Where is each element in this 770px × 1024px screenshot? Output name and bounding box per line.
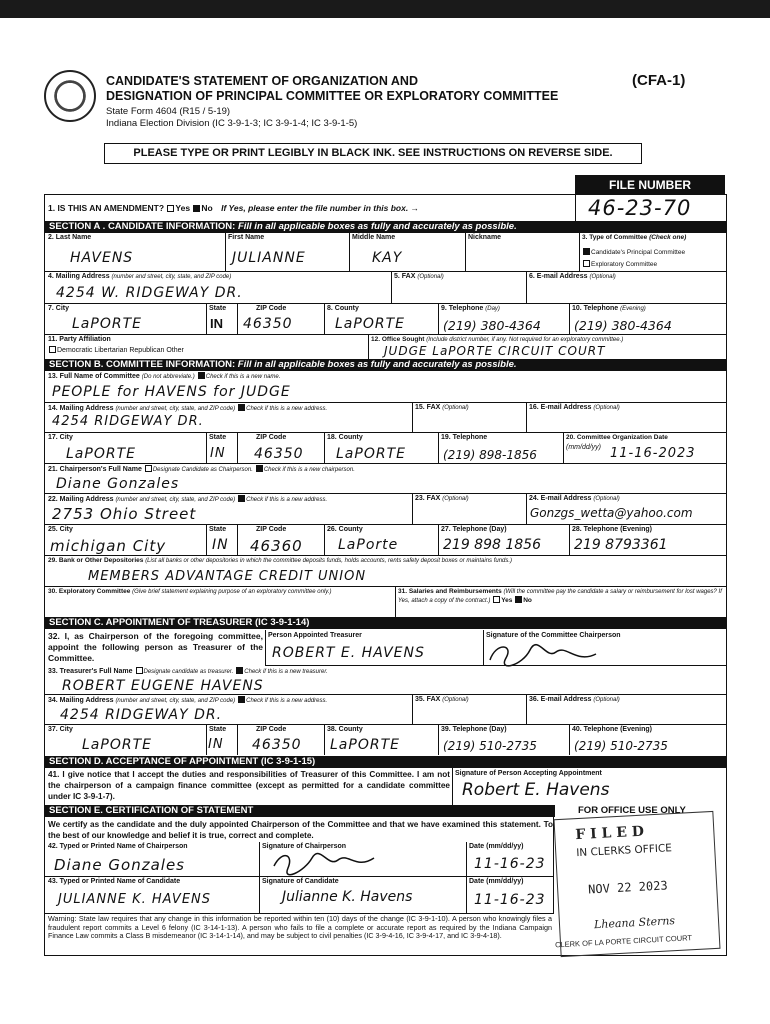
office-value: JUDGE LaPORTE CIRCUIT COURT (384, 344, 606, 358)
cert-chair-date-value: 11-16-23 (474, 856, 546, 872)
clerk-signature: Lheana Sterns (593, 914, 676, 932)
committee-email-label: 16. E-mail Address (Optional) (529, 404, 620, 411)
org-date-note: (mm/dd/yy) (566, 444, 601, 451)
cert-chair-signature (270, 848, 380, 876)
state-label: State (209, 305, 227, 312)
chair-signature-label: Signature of the Committee Chairperson (486, 632, 621, 639)
chair-zip-value: 46360 (250, 537, 303, 555)
treasurer-name-label: 33. Treasurer's Full Name Designate candidate as treasurer. Check if this is a new treasurer. (48, 668, 328, 675)
committee-city-value: LaPORTE (66, 446, 136, 462)
file-number-label: FILE NUMBER (575, 175, 725, 195)
appointed-label: Person Appointed Treasurer (268, 632, 362, 639)
tel-eve-value: (219) 380-4364 (574, 318, 672, 333)
treasurer-zip-value: 46350 (252, 737, 302, 753)
cert-cand-value: JULIANNE K. HAVENS (58, 892, 212, 907)
clerks-office-text: IN CLERKS OFFICE (575, 842, 673, 860)
warning-text: Warning: State law requires that any change in this information be reported within ten (10) days of the change (IC 3-9-1-10). A person who knowingly files a fraudulent report commits a Level 6 felony (IC 3-14-1-13). A person who fails to file a complete or accurate report as required by the Indiana Campaign Finance Law commits a Class B misdemeanor (IC 3-14-1-14), and may be subject to civil penalties (IC 3-9-4-16, IC 3-9-4-17, and IC 3-9-4-18). (48, 914, 552, 940)
filed-date: NOV 22 2023 (587, 878, 668, 897)
zip-value: 46350 (243, 316, 293, 332)
committee-type-principal[interactable]: Candidate's Principal Committee (582, 248, 685, 257)
middle-name-value: KAY (372, 250, 403, 266)
committee-fax-label: 15. FAX (Optional) (415, 404, 469, 411)
treasurer-city-value: LaPORTE (82, 737, 152, 753)
section-d-heading: SECTION D. ACCEPTANCE OF APPOINTMENT (IC 3-9-1-15) (45, 756, 726, 768)
middle-name-label: Middle Name (352, 234, 396, 241)
committee-name-value: PEOPLE for HAVENS for JUDGE (52, 384, 291, 400)
treasurer-county-value: LaPORTE (330, 737, 400, 753)
treasurer-fax-label: 35. FAX (Optional) (415, 696, 469, 703)
chair-county-label: 26. County (327, 526, 363, 533)
appointed-value: ROBERT E. HAVENS (272, 645, 425, 661)
chair-label: 21. Chairperson's Full Name Designate Candidate as Chairperson. Check if this is a new chairperson. (48, 466, 355, 473)
first-name-label: First Name (228, 234, 265, 241)
fax-label: 5. FAX (Optional) (394, 273, 444, 280)
chair-state-label: State (209, 526, 227, 533)
section-c-heading: SECTION C. APPOINTMENT OF TREASURER (IC 3-9-1-14) (45, 617, 726, 629)
chair-tel-day-value: 219 898 1856 (443, 537, 541, 553)
cert-chair-label: 42. Typed or Printed Name of Chairperson (48, 843, 188, 850)
treasurer-state-label: State (209, 726, 227, 733)
committee-tel-value: (219) 898-1856 (443, 448, 537, 462)
mailing-address-label: 4. Mailing Address (number and street, city, state, and ZIP code) (48, 273, 232, 280)
last-name-value: HAVENS (70, 250, 134, 266)
cert-chair-date-label: Date (mm/dd/yy) (469, 843, 524, 850)
amendment-question: 1. IS THIS AN AMENDMENT? Yes No If Yes, please enter the file number in this box. → (48, 203, 420, 213)
email-label: 6. E-mail Address (Optional) (529, 273, 616, 280)
instructions-notice: PLEASE TYPE OR PRINT LEGIBLY IN BLACK INK. SEE INSTRUCTIONS ON REVERSE SIDE. (104, 143, 642, 164)
chair-mail-value: 2753 Ohio Street (52, 505, 197, 523)
city-value: LaPORTE (72, 316, 142, 332)
cert-cand-label: 43. Typed or Printed Name of Candidate (48, 878, 181, 885)
committee-type-exploratory[interactable]: Exploratory Committee (582, 260, 657, 269)
first-name-value: JULIANNE (232, 250, 306, 266)
file-number-value: 46-23-70 (588, 196, 692, 220)
committee-city-label: 17. City (48, 434, 73, 441)
treasurer-mail-value: 4254 RIDGEWAY DR. (60, 707, 223, 723)
acceptance-signature-label: Signature of Person Accepting Appointment (455, 770, 602, 777)
treasurer-tel-day-label: 39. Telephone (Day) (441, 726, 507, 733)
filed-stamp (553, 811, 720, 957)
chair-value: Diane Gonzales (56, 476, 180, 492)
section-d-statement: 41. I give notice that I accept the duties and responsibilities of Treasurer of this Committee. I am not the chairperson of a campaign finance committee (except as permitted for a candidate committee under IC 3-9-1-7). (48, 770, 450, 801)
amendment-no-checkbox[interactable] (193, 205, 200, 212)
chair-fax-label: 23. FAX (Optional) (415, 495, 469, 502)
form-title (106, 74, 626, 104)
chair-county-value: LaPorte (338, 537, 399, 553)
treasurer-county-label: 38. County (327, 726, 363, 733)
title-line-1: CANDIDATE'S STATEMENT OF ORGANIZATION AND (106, 74, 418, 88)
zip-label: ZIP Code (256, 305, 287, 312)
committee-county-value: LaPORTE (336, 446, 406, 462)
office-label: 12. Office Sought (Include district number, if any. Not required for an exploratory committee.) (371, 336, 624, 343)
committee-zip-label: ZIP Code (256, 434, 287, 441)
mailing-address-value: 4254 W. RIDGEWAY DR. (56, 285, 243, 301)
chair-tel-eve-value: 219 8793361 (574, 537, 668, 553)
amendment-yes-checkbox[interactable] (167, 205, 174, 212)
bank-value: MEMBERS ADVANTAGE CREDIT UNION (88, 569, 367, 584)
committee-mail-label: 14. Mailing Address (number and street, city, state, and ZIP code) Check if this is a new address. (48, 405, 328, 412)
filed-text: F I L E D (574, 823, 645, 844)
salary-label: 31. Salaries and Reimbursements (Will the committee pay the candidate a salary or reimbursement for lost wages? If Yes, attach a copy of the contract.) Yes No (398, 588, 722, 604)
clerk-title: CLERK OF LA PORTE CIRCUIT COURT (554, 933, 693, 950)
treasurer-city-label: 37. City (48, 726, 73, 733)
org-date-value: 11-16-2023 (610, 446, 696, 461)
section-e-heading: SECTION E. CERTIFICATION OF STATEMENT (45, 805, 555, 817)
cert-cand-date-value: 11-16-23 (474, 892, 546, 908)
city-label: 7. City (48, 305, 70, 312)
treasurer-zip-label: ZIP Code (256, 726, 287, 733)
state-seal-logo (44, 70, 96, 122)
chair-city-value: michigan City (50, 537, 167, 555)
nickname-label: Nickname (468, 234, 502, 241)
form-number: State Form 4604 (R15 / 5-19) (106, 106, 231, 117)
office-use-label: FOR OFFICE USE ONLY (578, 805, 686, 816)
state-value: IN (210, 316, 223, 331)
cert-chair-sig-label: Signature of Chairperson (262, 843, 347, 850)
treasurer-state-value: IN (208, 737, 224, 752)
chair-tel-eve-label: 28. Telephone (Evening) (572, 526, 652, 533)
committee-name-label: 13. Full Name of Committee (Do not abbreviate.) Check if this is a new name. (48, 373, 281, 380)
treasurer-name-value: ROBERT EUGENE HAVENS (62, 678, 264, 694)
committee-mail-value: 4254 RIDGEWAY DR. (52, 414, 204, 429)
chair-state-value: IN (212, 537, 229, 553)
top-bar (0, 0, 770, 18)
section-e-statement: We certify as the candidate and the duly appointed Chairperson of the Committee and that we have examined this statement. To the best of our knowledge and belief it is true, correct and complete. (48, 820, 553, 840)
treasurer-email-label: 36. E-mail Address (Optional) (529, 696, 620, 703)
chair-email-value: Gonzgs_wetta@yahoo.com (530, 506, 693, 520)
exploratory-label: 30. Exploratory Committee (Give brief statement explaining purpose of an exploratory committee only.) (48, 588, 332, 595)
bank-label: 29. Bank or Other Depositories (List all banks or other depositories in which the committee deposits funds, holds accounts, rents safety deposit boxes or maintains funds.) (48, 557, 513, 564)
chair-mail-label: 22. Mailing Address (number and street, city, state, and ZIP code) Check if this is a new address. (48, 496, 328, 503)
tel-day-value: (219) 380-4364 (443, 318, 541, 333)
cert-cand-signature: Julianne K. Havens (282, 889, 413, 905)
cert-chair-value: Diane Gonzales (54, 856, 185, 874)
section-a-heading: SECTION A . CANDIDATE INFORMATION: Fill in all applicable boxes as fully and accurately as possible. (45, 221, 726, 233)
committee-state-value: IN (210, 446, 226, 461)
chair-city-label: 25. City (48, 526, 73, 533)
cert-cand-date-label: Date (mm/dd/yy) (469, 878, 524, 885)
committee-state-label: State (209, 434, 227, 441)
party-options[interactable]: Democratic Libertarian Republican Other (48, 346, 184, 355)
committee-tel-label: 19. Telephone (441, 434, 488, 441)
treasurer-tel-day-value: (219) 510-2735 (443, 739, 537, 753)
org-date-label: 20. Committee Organization Date (566, 434, 668, 441)
chair-tel-day-label: 27. Telephone (Day) (441, 526, 507, 533)
acceptance-signature: Robert E. Havens (462, 780, 610, 800)
tel-eve-label: 10. Telephone (Evening) (572, 305, 646, 312)
county-value: LaPORTE (335, 316, 405, 332)
cert-cand-sig-label: Signature of Candidate (262, 878, 339, 885)
chair-email-label: 24. E-mail Address (Optional) (529, 495, 620, 502)
section-c-statement: 32. I, as Chairperson of the foregoing committee, appoint the following person as Treasurer of the Committee. (48, 631, 263, 663)
treasurer-tel-eve-value: (219) 510-2735 (574, 739, 668, 753)
division-line: Indiana Election Division (IC 3-9-1-3; IC 3-9-1-4; IC 3-9-1-5) (106, 118, 358, 129)
last-name-label: 2. Last Name (48, 234, 92, 241)
section-b-heading: SECTION B. COMMITTEE INFORMATION: Fill in all applicable boxes as fully and accurately as possible. (45, 359, 726, 371)
county-label: 8. County (327, 305, 359, 312)
committee-type-label: 3. Type of Committee (Check one) (582, 234, 687, 241)
title-line-2: DESIGNATION OF PRINCIPAL COMMITTEE OR EXPLORATORY COMMITTEE (106, 89, 559, 103)
tel-day-label: 9. Telephone (Day) (441, 305, 500, 312)
treasurer-mail-label: 34. Mailing Address (number and street, city, state, and ZIP code) Check if this is a new address. (48, 697, 328, 704)
chair-zip-label: ZIP Code (256, 526, 287, 533)
treasurer-tel-eve-label: 40. Telephone (Evening) (572, 726, 652, 733)
form-subtitle (106, 106, 357, 130)
form-code: (CFA-1) (632, 72, 686, 89)
party-label: 11. Party Affiliation (48, 336, 111, 343)
committee-county-label: 18. County (327, 434, 363, 441)
committee-zip-value: 46350 (254, 446, 304, 462)
